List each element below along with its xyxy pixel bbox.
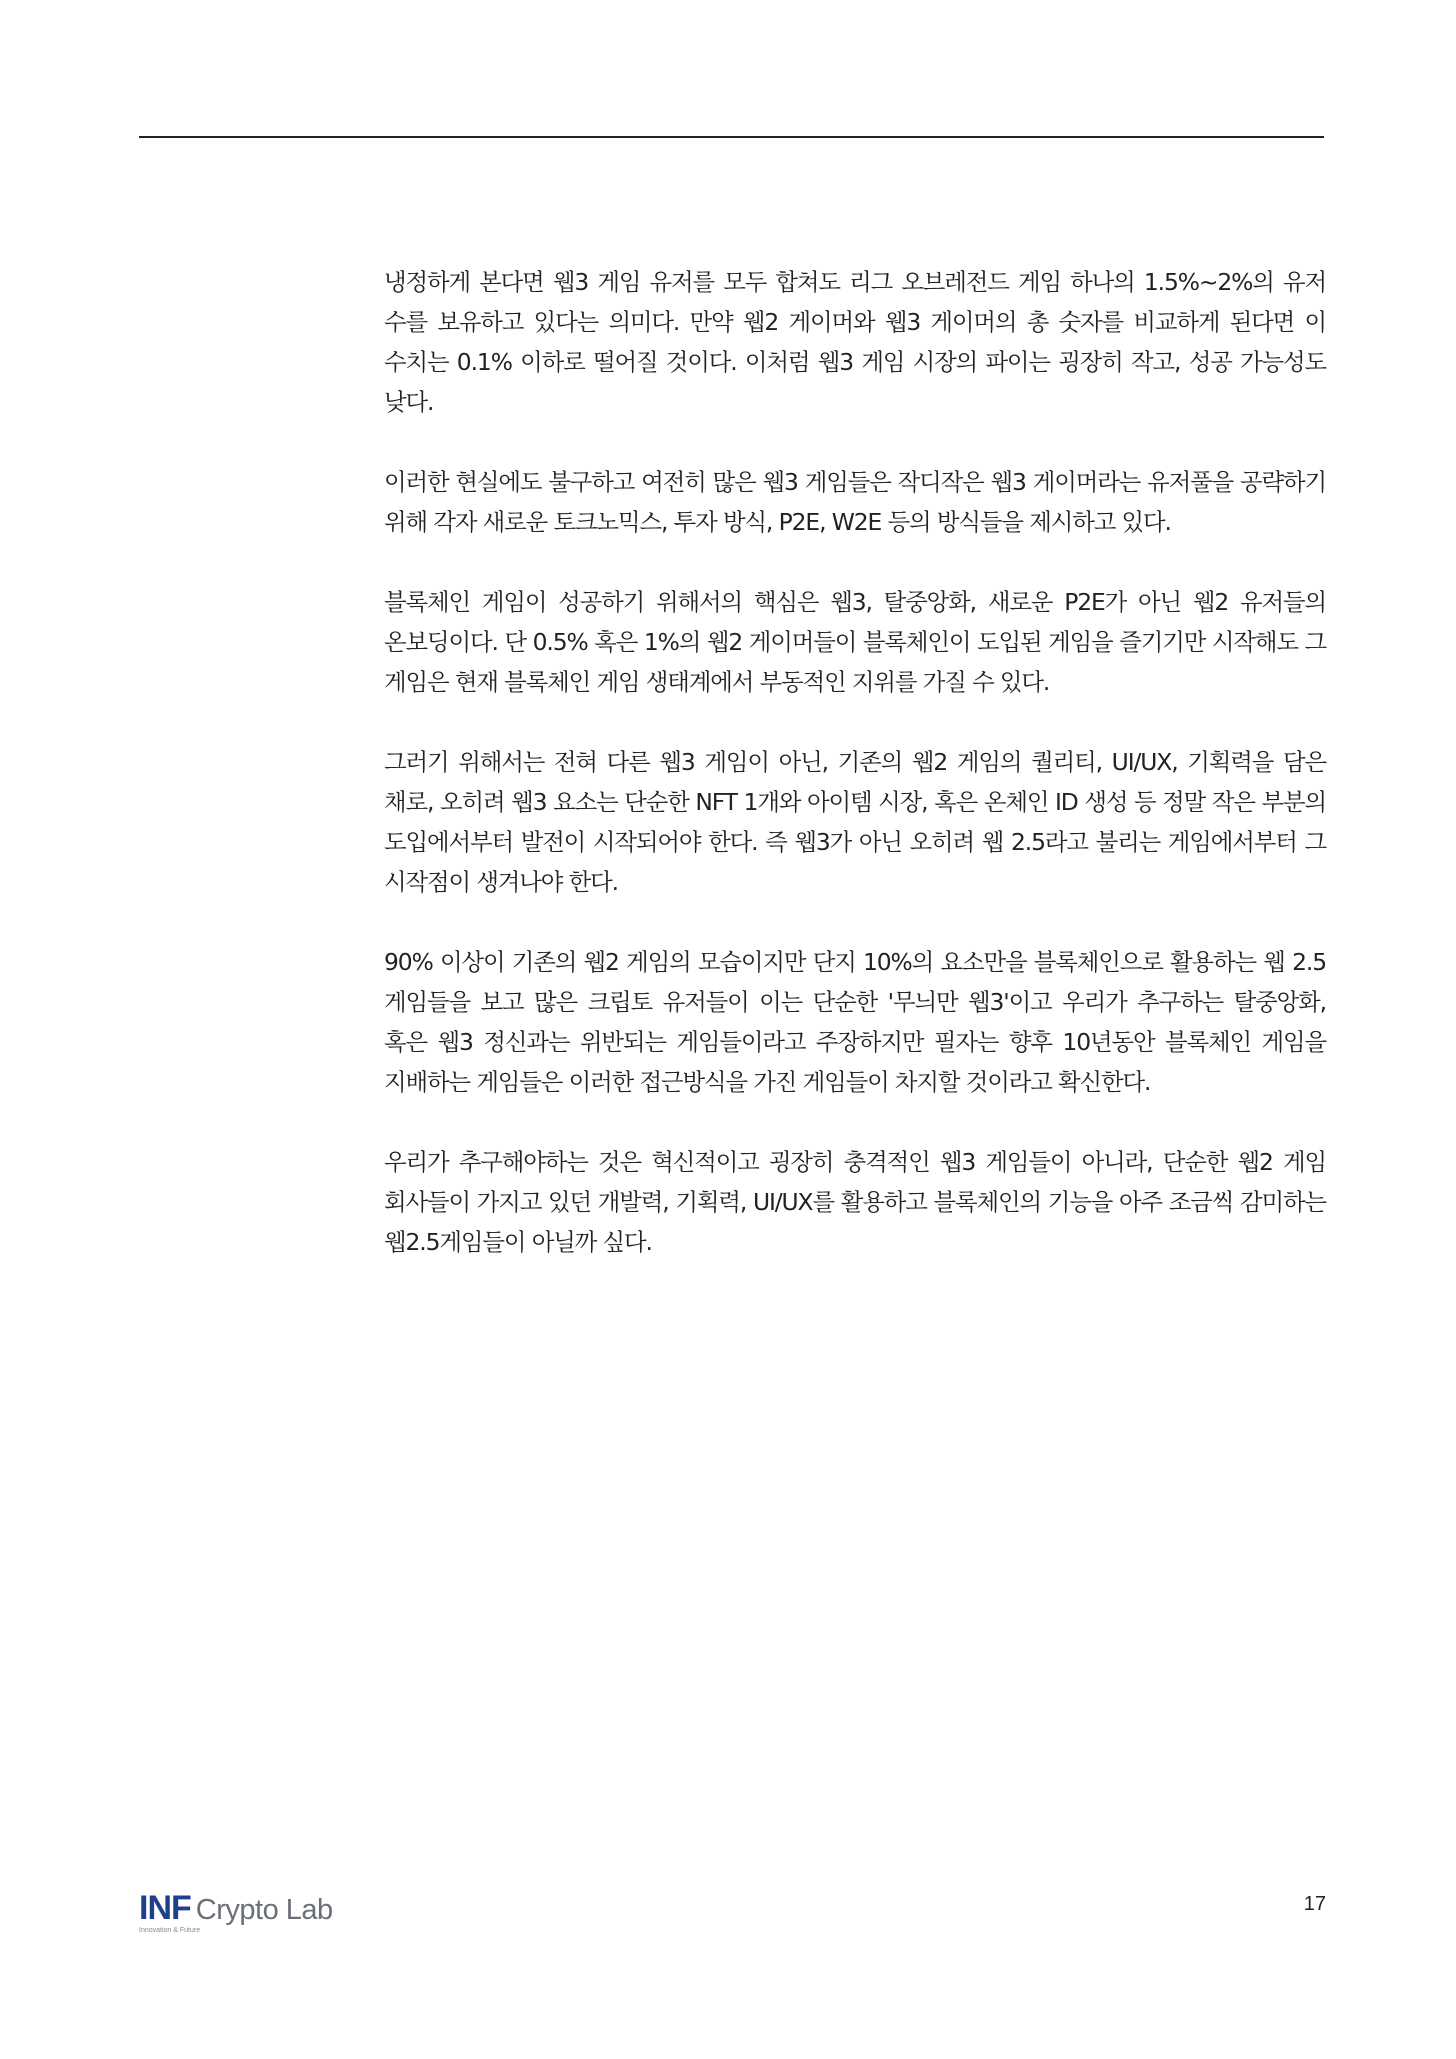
paragraph: 90% 이상이 기존의 웹2 게임의 모습이지만 단지 10%의 요소만을 블록체인으로 활용하는 웹 2.5 게임들을 보고 많은 크립토 유저들이 이는 단순한 '무늬만 웹3'이고 우리가 추구하는 탈중앙화, 혹은 웹3 정신과는 위반되는 게임들이라고 주장하지만 필자는 향후 10년동안 블록체인 게임을 지배하는 게임들은 이러한 접근방식을 가진 게임들이 차지할 것이라고 확신한다. [384, 948, 1326, 1096]
paragraph: 이러한 현실에도 불구하고 여전히 많은 웹3 게임들은 작디작은 웹3 게이머라는 유저풀을 공략하기 위해 각자 새로운 토크노믹스, 투자 방식, P2E, W2E 등의 방식들을 제시하고 있다. [384, 468, 1326, 536]
logo-crypto-lab-text: Crypto Lab [195, 1894, 333, 1926]
inf-crypto-lab-logo [139, 1890, 359, 1936]
paragraph: 냉정하게 본다면 웹3 게임 유저를 모두 합쳐도 리그 오브레전드 게임 하나의 1.5%~2%의 유저 수를 보유하고 있다는 의미다. 만약 웹2 게이머와 웹3 게이머의 총 숫자를 비교하게 된다면 이 수치는 0.1% 이하로 떨어질 것이다. 이처럼 웹3 게임 시장의 파이는 굉장히 작고, 성공 가능성도 낮다. [384, 268, 1326, 416]
logo-tagline: Innovation & Future [139, 1927, 201, 1934]
logo-wordmark [139, 1890, 333, 1932]
paragraph: 그러기 위해서는 전혀 다른 웹3 게임이 아닌, 기존의 웹2 게임의 퀄리티, UI/UX, 기획력을 담은 채로, 오히려 웹3 요소는 단순한 NFT 1개와 아이템 시장, 혹은 온체인 ID 생성 등 정말 작은 부분의 도입에서부터 발전이 시작되어야 한다. 즉 웹3가 아닌 오히려 웹 2.5라고 불리는 게임에서부터 그 시작점이 생겨나야 한다. [384, 748, 1326, 896]
header-rule [139, 136, 1324, 138]
paragraph: 블록체인 게임이 성공하기 위해서의 핵심은 웹3, 탈중앙화, 새로운 P2E가 아닌 웹2 유저들의 온보딩이다. 단 0.5% 혹은 1%의 웹2 게이머들이 블록체인이 도입된 게임을 즐기기만 시작해도 그 게임은 현재 블록체인 게임 생태계에서 부동적인 지위를 가질 수 있다. [384, 588, 1326, 696]
page-number: 17 [1303, 1893, 1326, 1915]
logo-inf-text: INF [139, 1889, 191, 1927]
paragraph: 우리가 추구해야하는 것은 혁신적이고 굉장히 충격적인 웹3 게임들이 아니라, 단순한 웹2 게임 회사들이 가지고 있던 개발력, 기획력, UI/UX를 활용하고 블록체인의 기능을 아주 조금씩 감미하는 웹2.5게임들이 아닐까 싶다. [384, 1148, 1326, 1256]
body-text [384, 262, 1326, 1302]
